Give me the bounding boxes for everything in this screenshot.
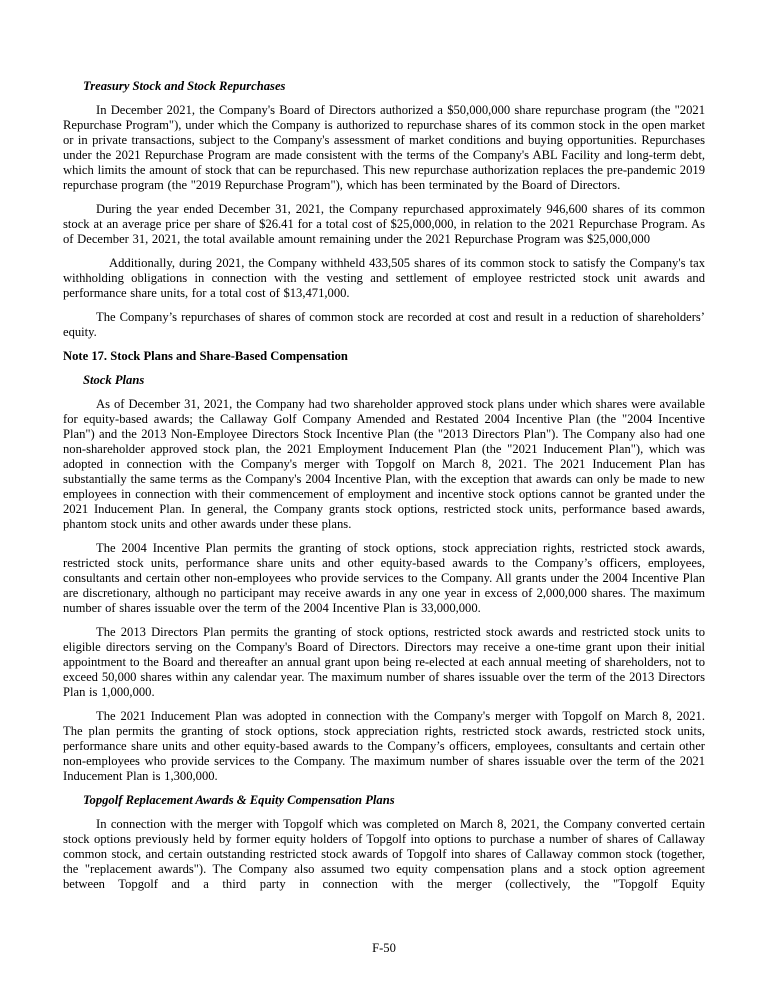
- heading-topgolf-replacement: Topgolf Replacement Awards & Equity Compensation Plans: [83, 793, 395, 807]
- page-number: F-50: [372, 941, 396, 955]
- document-body: [63, 79, 705, 901]
- para-tax-withholding: Additionally, during 2021, the Company withheld 433,505 shares of its common stock to satisfy the Company's tax withholding obligations in connection with the vesting and settlement of employee restricted stock unit awards and performance share units, for a total cost of $13,471,000.: [63, 256, 705, 300]
- para-topgolf-merger: In connection with the merger with Topgolf which was completed on March 8, 2021, the Company converted certain stock options previously held by former equity holders of Topgolf into options to purchase a number of shares of Callaway common stock, and certain outstanding restricted stock awards of Topgolf into shares of Callaway common stock (together, the "replacement awards"). The Company also assumed two equity compensation plans and a stock option agreement between Topgolf and a third party in connection with the merger (collectively, the "Topgolf Equity: [63, 817, 705, 891]
- para-2004-incentive-plan: The 2004 Incentive Plan permits the granting of stock options, stock appreciation rights, restricted stock awards, restricted stock units, performance share units and other equity-based awards to the Company’s officers, employees, consultants and certain other non-employees who provide services to the Company. All grants under the 2004 Incentive Plan are discretionary, although no participant may receive awards in any one year in excess of 2,000,000 shares. The maximum number of shares issuable over the term of the 2004 Incentive Plan is 33,000,000.: [63, 541, 705, 615]
- heading-stock-plans: Stock Plans: [83, 373, 145, 387]
- para-repurchase-program: In December 2021, the Company's Board of Directors authorized a $50,000,000 share repurchase program (the "2021 Repurchase Program"), under which the Company is authorized to repurchase shares of its common stock in the open market or in private transactions, subject to the Company's assessment of market conditions and buying opportunities. Repurchases under the 2021 Repurchase Program are made consistent with the terms of the Company's ABL Facility and long-term debt, which limits the amount of stock that can be repurchased. This new repurchase authorization replaces the pre-pandemic 2019 repurchase program (the "2019 Repurchase Program"), which has been terminated by the Board of Directors.: [63, 103, 705, 192]
- para-stock-plans-overview: As of December 31, 2021, the Company had two shareholder approved stock plans under which shares were available for equity-based awards; the Callaway Golf Company Amended and Restated 2004 Incentive Plan (the "2004 Incentive Plan") and the 2013 Non-Employee Directors Stock Incentive Plan (the "2013 Directors Plan"). The Company also had one non-shareholder approved stock plan, the 2021 Employment Inducement Plan (the "2021 Inducement Plan"), which was adopted in connection with the Company's merger with Topgolf on March 8, 2021. The 2021 Inducement Plan has substantially the same terms as the Company's 2004 Incentive Plan, with the exception that awards can only be made to new employees in connection with their commencement of employment and incentive stock options cannot be granted under the 2021 Inducement Plan. In general, the Company grants stock options, restricted stock units, performance based awards, phantom stock units and other awards under these plans.: [63, 397, 705, 531]
- para-recorded-at-cost: The Company’s repurchases of shares of common stock are recorded at cost and result in a reduction of shareholders’ equity.: [63, 310, 705, 339]
- para-2013-directors-plan: The 2013 Directors Plan permits the granting of stock options, restricted stock awards and restricted stock units to eligible directors serving on the Company's Board of Directors. Directors may receive a one-time grant upon their initial appointment to the Board and thereafter an annual grant upon being re-elected at each annual meeting of shareholders, not to exceed 50,000 shares within any calendar year. The maximum number of shares issuable over the term of the 2013 Directors Plan is 1,000,000.: [63, 625, 705, 699]
- para-shares-repurchased: During the year ended December 31, 2021, the Company repurchased approximately 946,600 shares of its common stock at an average price per share of $26.41 for a total cost of $25,000,000, in relation to the 2021 Repurchase Program. As of December 31, 2021, the total available amount remaining under the 2021 Repurchase Program was $25,000,000: [63, 202, 705, 246]
- heading-note-17: Note 17. Stock Plans and Share-Based Compensation: [63, 349, 348, 363]
- para-2021-inducement-plan: The 2021 Inducement Plan was adopted in connection with the Company's merger with Topgolf on March 8, 2021. The plan permits the granting of stock options, stock appreciation rights, restricted stock awards, restricted stock units, performance share units and other equity-based awards to the Company’s officers, employees, consultants and certain other non-employees who provide services to the Company. The maximum number of shares issuable over the term of the 2021 Inducement Plan is 1,300,000.: [63, 709, 705, 783]
- heading-treasury-stock: Treasury Stock and Stock Repurchases: [83, 79, 286, 93]
